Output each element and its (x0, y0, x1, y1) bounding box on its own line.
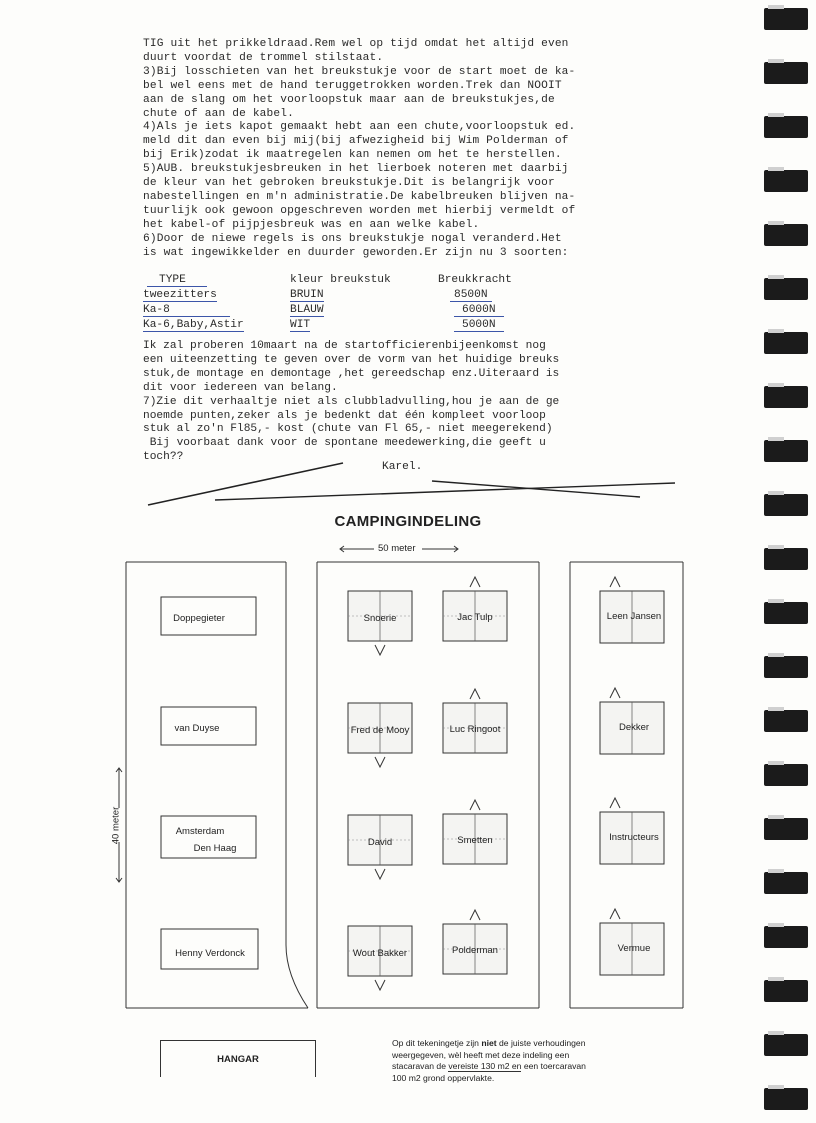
height-dimension-label: 40 meter (110, 806, 122, 845)
binding-ring (764, 440, 808, 462)
letter-line: 5)AUB. breukstukjesbreuken in het lierboek noteren met daarbij (143, 163, 569, 176)
plot-label: Den Haag (193, 843, 237, 854)
entrance-arrow-icon (375, 980, 385, 990)
binding-ring (764, 1088, 808, 1110)
letter-line: Ik zal proberen 10maart na de startofficierenbijeenkomst nog (143, 340, 546, 352)
table-header-color: kleur breukstuk (290, 274, 391, 286)
letter-line: stuk al zo'n Fl85,- kost (chute van Fl 65,- niet meegerekend) (143, 423, 553, 436)
letter-line: dit voor iedereen van belang. (143, 381, 338, 394)
table-cell-type: Ka-6,Baby,Astir (143, 319, 244, 331)
plot-label: Smetten (457, 835, 493, 846)
entrance-arrow-icon (375, 645, 385, 655)
letter-line: toch?? (143, 451, 184, 464)
note-text: een toercaravan (523, 1061, 586, 1072)
table-cell-type: tweezitters (143, 289, 217, 301)
letter-line: TIG uit het prikkeldraad.Rem wel op tijd omdat het altijd even (143, 38, 569, 50)
camping-title: CAMPINGINDELING (334, 513, 482, 530)
binding-ring (764, 602, 808, 624)
letter-line: bij Erik)zodat ik maatregelen kan nemen om het te herstellen. (143, 149, 562, 162)
hangar-label: HANGAR (217, 1054, 259, 1065)
letter-line: 4)Als je iets kapot gemaakt hebt aan een chute,voorloopstuk ed. (143, 121, 576, 134)
table-header-strength: Breukkracht (438, 274, 512, 286)
entrance-arrow-icon (610, 798, 620, 808)
letter-line: 3)Bij losschieten van het breukstukje voor de start moet de ka- (143, 65, 576, 78)
binding-ring (764, 926, 808, 948)
note-text: weergegeven, wèl heeft met deze indeling een (392, 1049, 570, 1060)
table-cell-color: BLAUW (290, 304, 324, 316)
letter-line: tuurlijk ook gewoon opgeschreven worden met hierbij vermeldt of (143, 204, 576, 217)
plot-label: Snoerie (363, 613, 397, 624)
binding-ring (764, 170, 808, 192)
entrance-arrow-icon (610, 688, 620, 698)
plot-label: Jac Tulp (457, 612, 493, 623)
plot-label: Dekker (618, 722, 650, 733)
note-text: 100 m2 grond oppervlakte. (392, 1072, 495, 1083)
entrance-arrow-icon (375, 869, 385, 879)
letter-line: meld dit dan even bij mij(bij afwezigheid bij Wim Polderman of (143, 135, 569, 148)
entrance-arrow-icon (610, 577, 620, 587)
entrance-arrow-icon (610, 909, 620, 919)
signature: Karel. (382, 461, 423, 473)
table-cell-strength: 8500N (450, 289, 492, 302)
table-cell-color: WIT (290, 319, 311, 331)
letter-line: chute of aan de kabel. (143, 107, 294, 120)
letter-line: 6)Door de niewe regels is ons breukstukje nogal veranderd.Het (143, 232, 562, 245)
note-text: stacaravan de (392, 1061, 446, 1072)
binding-ring (764, 62, 808, 84)
binding-ring (764, 116, 808, 138)
plot-label: Fred de Mooy (350, 725, 410, 736)
entrance-arrow-icon (470, 910, 480, 920)
entrance-arrow-icon (470, 689, 480, 699)
letter-line: is wat ingewikkelder en duurder geworden.Er zijn nu 3 soorten: (143, 246, 569, 259)
letter-line: aan de slang om het voorloopstuk maar aan de breukstukjes,de (143, 93, 555, 106)
plot-label: Instructeurs (609, 832, 659, 843)
hangar-building (160, 1040, 316, 1077)
binding-ring (764, 1034, 808, 1056)
entrance-arrow-icon (470, 577, 480, 587)
entrance-arrow-icon (375, 757, 385, 767)
binding-ring (764, 980, 808, 1002)
binding-ring (764, 764, 808, 786)
binding-ring (764, 278, 808, 300)
binding-ring (764, 386, 808, 408)
binding-ring (764, 818, 808, 840)
map-note (392, 1038, 682, 1084)
letter-line: noemde punten,zeker als je bedenkt dat één kompleet voorloop (143, 409, 546, 422)
table-cell-strength: 5000N (454, 319, 504, 332)
note-underlined: vereiste 130 m2 en (448, 1061, 522, 1072)
letter-line: stuk,de montage en demontage ,het gereedschap enz.Uiteraard is (143, 367, 560, 380)
binding-ring (764, 8, 808, 30)
entrance-arrow-icon (470, 800, 480, 810)
plot-label: Doppegieter (173, 613, 225, 624)
plot-label: Vermue (617, 943, 651, 954)
binding-ring (764, 224, 808, 246)
table-header-type: TYPE (147, 274, 207, 287)
table-cell-color: BRUIN (290, 289, 324, 301)
plot-label: Leen Jansen (606, 611, 662, 622)
letter-line: bel wel eens met de hand teruggetrokken worden.Trek dan NOOIT (143, 79, 562, 92)
letter-line: het kabel-of pijpjesbreuk was en aan welke kabel. (143, 218, 480, 231)
binding-ring (764, 656, 808, 678)
plot-label: Polderman (452, 945, 498, 956)
spiral-binding (762, 0, 816, 1123)
letter-line: duurt voordat de trommel stilstaat. (143, 51, 384, 64)
binding-ring (764, 872, 808, 894)
binding-ring (764, 332, 808, 354)
note-text: Op dit tekeningetje zijn (392, 1038, 479, 1048)
table-cell-type: Ka-8 (143, 304, 230, 317)
width-dimension-label: 50 meter (378, 543, 416, 554)
binding-ring (764, 548, 808, 570)
note-text: de juiste verhoudingen (499, 1038, 586, 1048)
letter-line: de kleur van het gebroken breukstukje.Dit is belangrijk voor (143, 177, 555, 190)
table-cell-strength: 6000N (454, 304, 504, 317)
letter-line: nabestellingen en m'n administratie.De kabelbreuken blijven na- (143, 190, 576, 203)
note-emphasis: niet (481, 1038, 497, 1048)
letter-line: een uiteenzetting te geven over de vorm van het huidige breuks (143, 353, 560, 366)
plot-label: Wout Bakker (352, 948, 408, 959)
plot-label: Henny Verdonck (175, 948, 245, 959)
binding-ring (764, 494, 808, 516)
plot-label: Amsterdam (175, 826, 225, 837)
plot-label: van Duyse (174, 723, 220, 734)
letter-line: Bij voorbaat dank voor de spontane meedewerking,die geeft u (143, 437, 546, 450)
binding-ring (764, 710, 808, 732)
plot-label: Luc Ringoot (449, 724, 501, 735)
plot-label: David (367, 837, 393, 848)
letter-line: 7)Zie dit verhaaltje niet als clubbladvulling,hou je aan de ge (143, 395, 560, 408)
